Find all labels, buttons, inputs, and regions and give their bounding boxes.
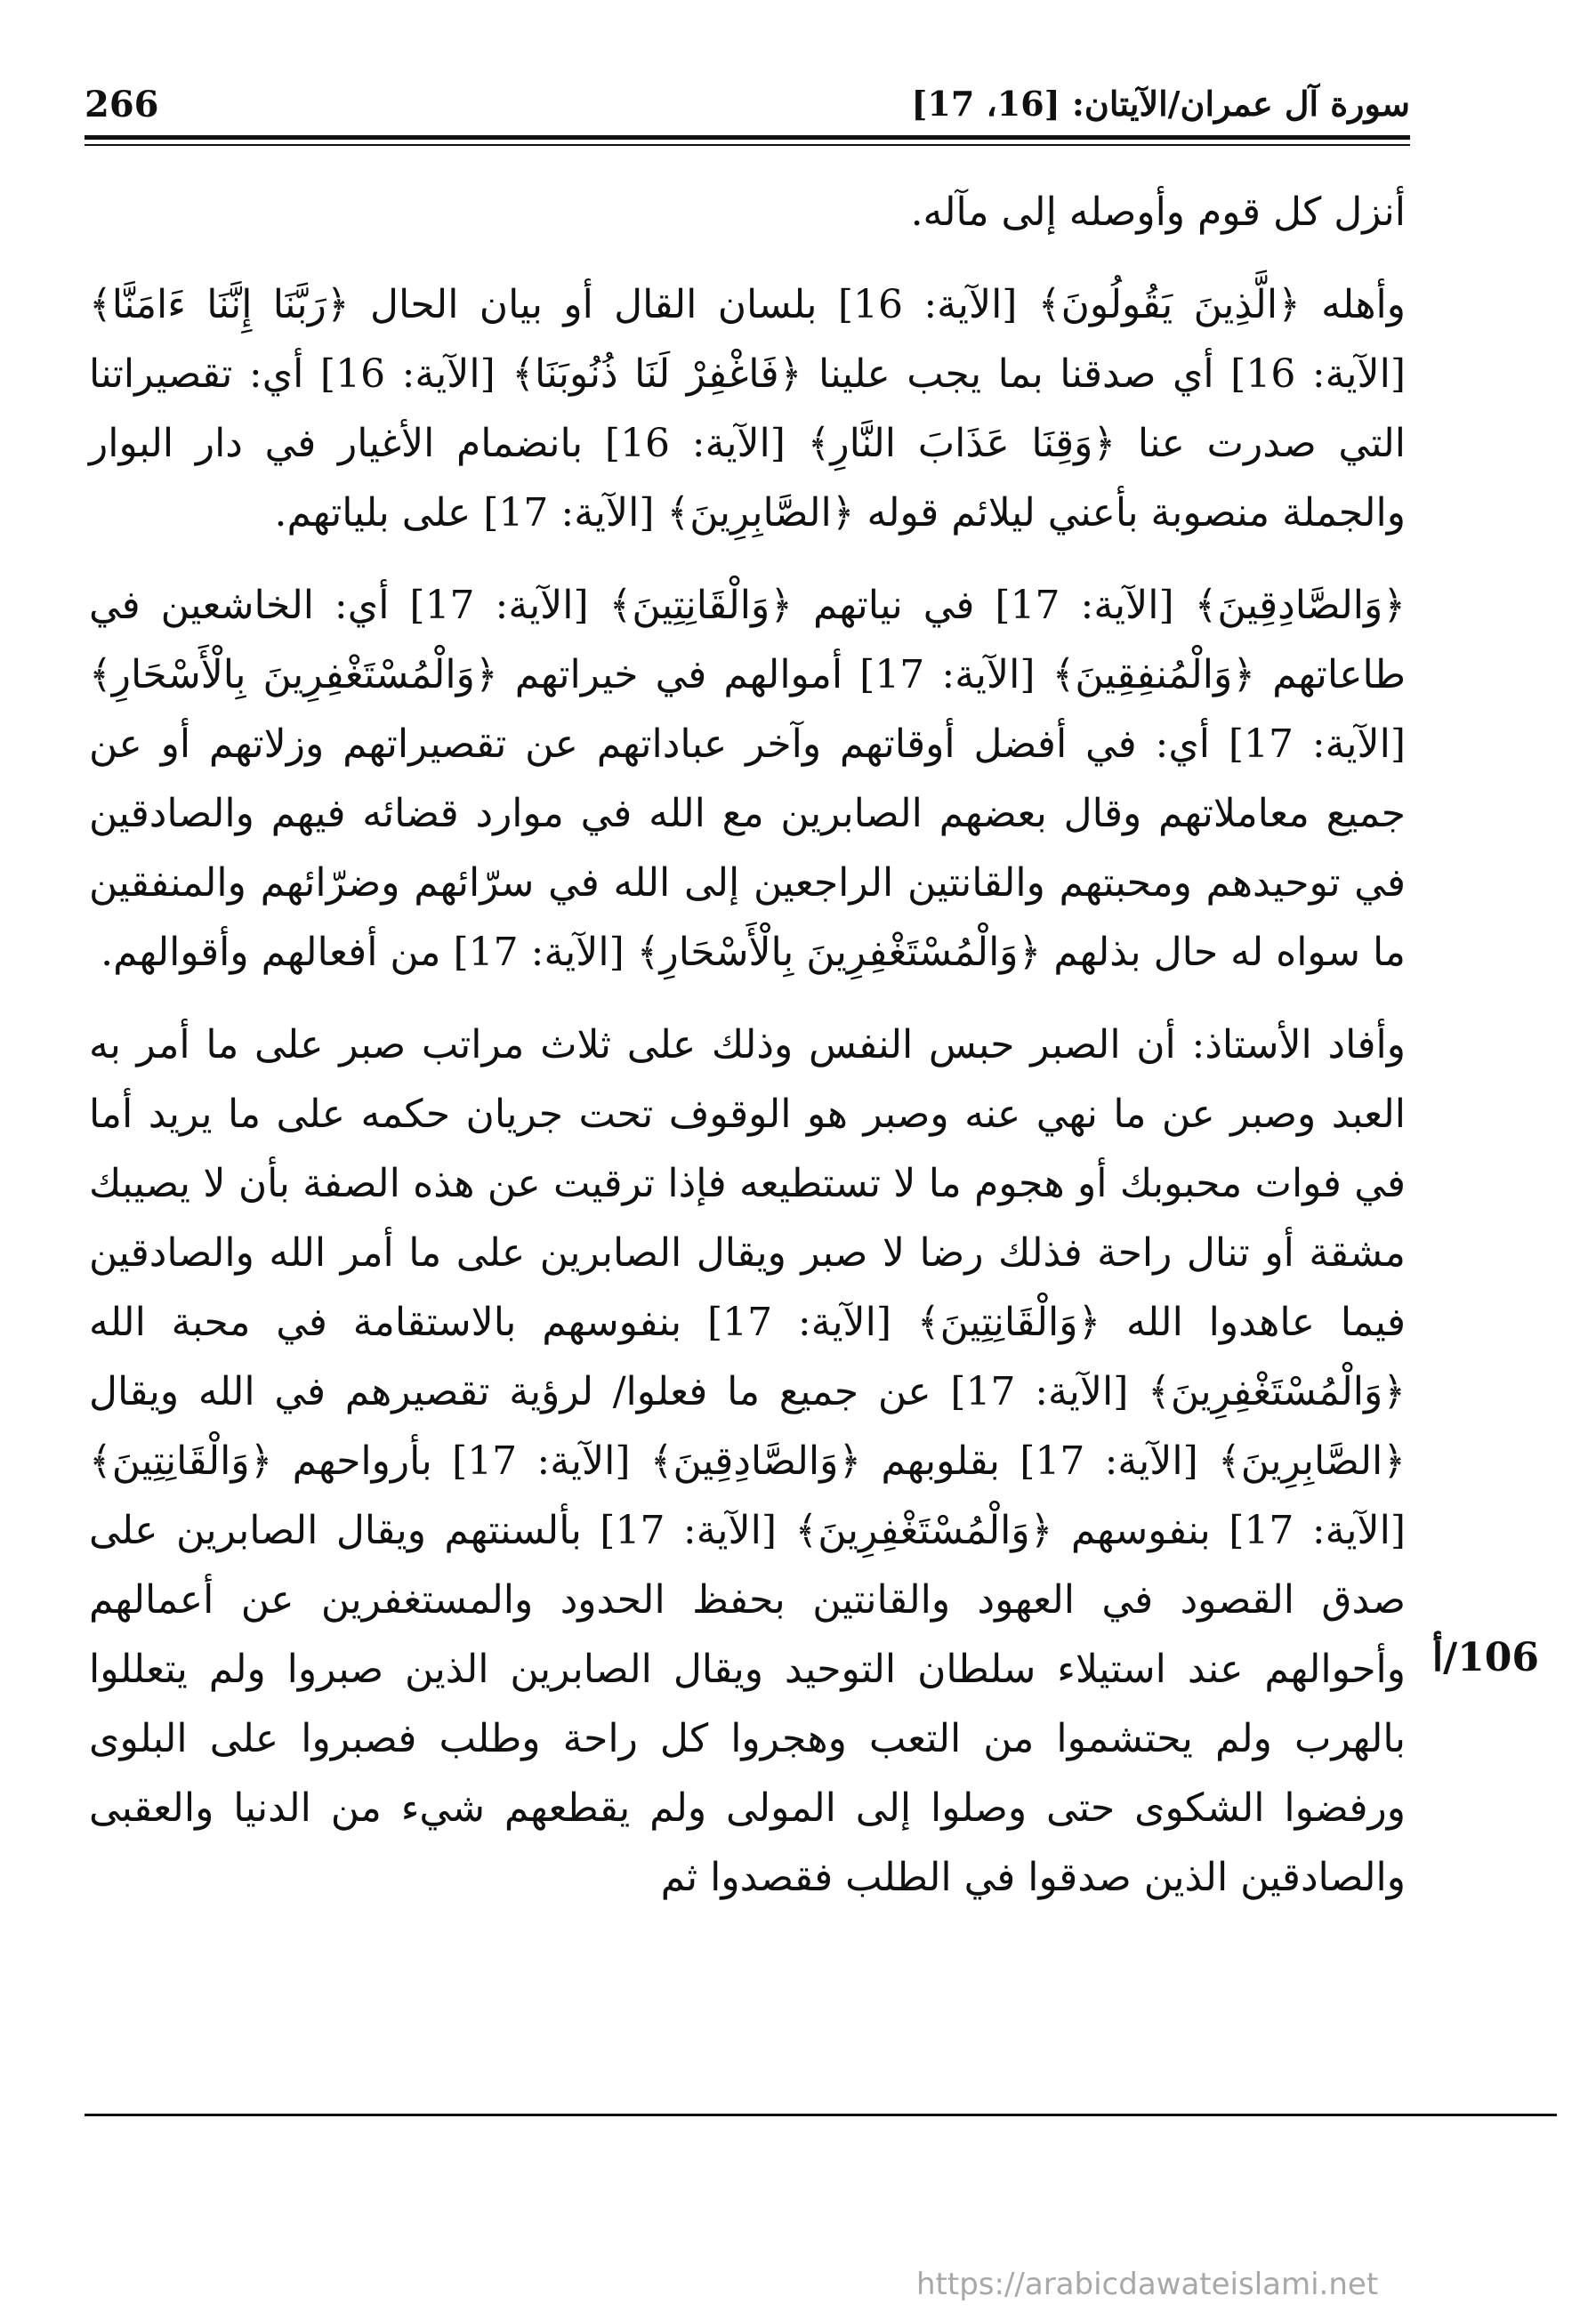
page-body — [89, 178, 1406, 1936]
paragraph-3: ﴿وَالصَّادِقِينَ﴾ [الآية: 17] في نياتهم ﴿وَالْقَانِتِينَ﴾ [الآية: 17] أي: الخاشعين في طاعاتهم ﴿وَالْمُنفِقِينَ﴾ [الآية: 17] أموالهم في خيراتهم ﴿وَالْمُسْتَغْفِرِينَ بِالْأَسْحَارِ﴾ [الآية: 17] أي: في أفضل أوقاتهم وآخر عباداتهم عن تقصيراتهم وزلاتهم أو عن جميع معاملاتهم وقال بعضهم الصابرين مع الله في موارد قضائه فيهم والصادقين في توحيدهم ومحبتهم والقانتين الراجعين إلى الله في سرّائهم وضرّائهم والمنفقين ما سواه له حال بذلهم ﴿وَالْمُسْتَغْفِرِينَ بِالْأَسْحَارِ﴾ [الآية: 17] من أفعالهم وأقوالهم. — [89, 583, 1407, 975]
header-rule-thick — [85, 135, 1410, 140]
paragraph-2: وأهله ﴿الَّذِينَ يَقُولُونَ﴾ [الآية: 16] بلسان القال أو بيان الحال ﴿رَبَّنَا إِنَّنَا ءَامَنَّا﴾ [الآية: 16] أي صدقنا بما يجب علينا ﴿فَاغْفِرْ لَنَا ذُنُوبَنَا﴾ [الآية: 16] أي: تقصيراتنا التي صدرت عنا ﴿وَقِنَا عَذَابَ النَّارِ﴾ [الآية: 16] بانضمام الأغيار في دار البوار والجملة منصوبة بأعني ليلائم قوله ﴿الصَّابِرِينَ﴾ [الآية: 17] على بلياتهم. — [89, 282, 1406, 536]
paragraph-4: وأفاد الأستاذ: أن الصبر حبس النفس وذلك على ثلاث مراتب صبر على ما أمر به العبد وصبر عن ما نهي عنه وصبر هو الوقوف تحت جريان حكمه على ما يريد أما في فوات محبوبك أو هجوم ما لا تستطيعه فإذا ترقيت عن هذه الصفة بأن لا يصيبك مشقة أو تنال راحة فذلك رضا لا صبر ويقال الصابرين على ما أمر الله والصادقين فيما عاهدوا الله ﴿وَالْقَانِتِينَ﴾ [الآية: 17] بنفوسهم بالاستقامة في محبة الله ﴿وَالْمُسْتَغْفِرِينَ﴾ [الآية: 17] عن جميع ما فعلوا/ لرؤية تقصيرهم في الله ويقال ﴿الصَّابِرِينَ﴾ [الآية: 17] بقلوبهم ﴿وَالصَّادِقِينَ﴾ [الآية: 17] بأرواحهم ﴿وَالْقَانِتِينَ﴾ [الآية: 17] بنفوسهم ﴿وَالْمُسْتَغْفِرِينَ﴾ [الآية: 17] بألسنتهم ويقال الصابرين على صدق القصود في العهود والقانتين بحفظ الحدود والمستغفرين عن أعمالهم وأحوالهم عند استيلاء سلطان التوحيد ويقال الصابرين الذين صبروا ولم يتعللوا بالهرب ولم يحتشموا من التعب وهجروا كل راحة وطلب فصبروا على البلوى ورفضوا الشكوى حتى وصلوا إلى المولى ولم يقطعهم شيء من الدنيا والعقبى والصادقين الذين صدقوا في الطلب فقصدوا ثم — [89, 1022, 1407, 1900]
paragraph-1: أنزل كل قوم وأوصله إلى مآله. — [910, 189, 1406, 235]
running-head: سورة آل عمران/الآيتان: [16، 17] — [911, 84, 1410, 124]
header-rule-thin — [85, 144, 1410, 146]
page-number: 266 — [85, 84, 159, 125]
footnote-rule — [85, 2114, 1557, 2116]
manuscript-folio-note: 106/أ — [1431, 1635, 1539, 1680]
watermark-url: https://arabicdawateislami.net — [916, 2267, 1379, 2302]
page-header — [85, 82, 1410, 132]
